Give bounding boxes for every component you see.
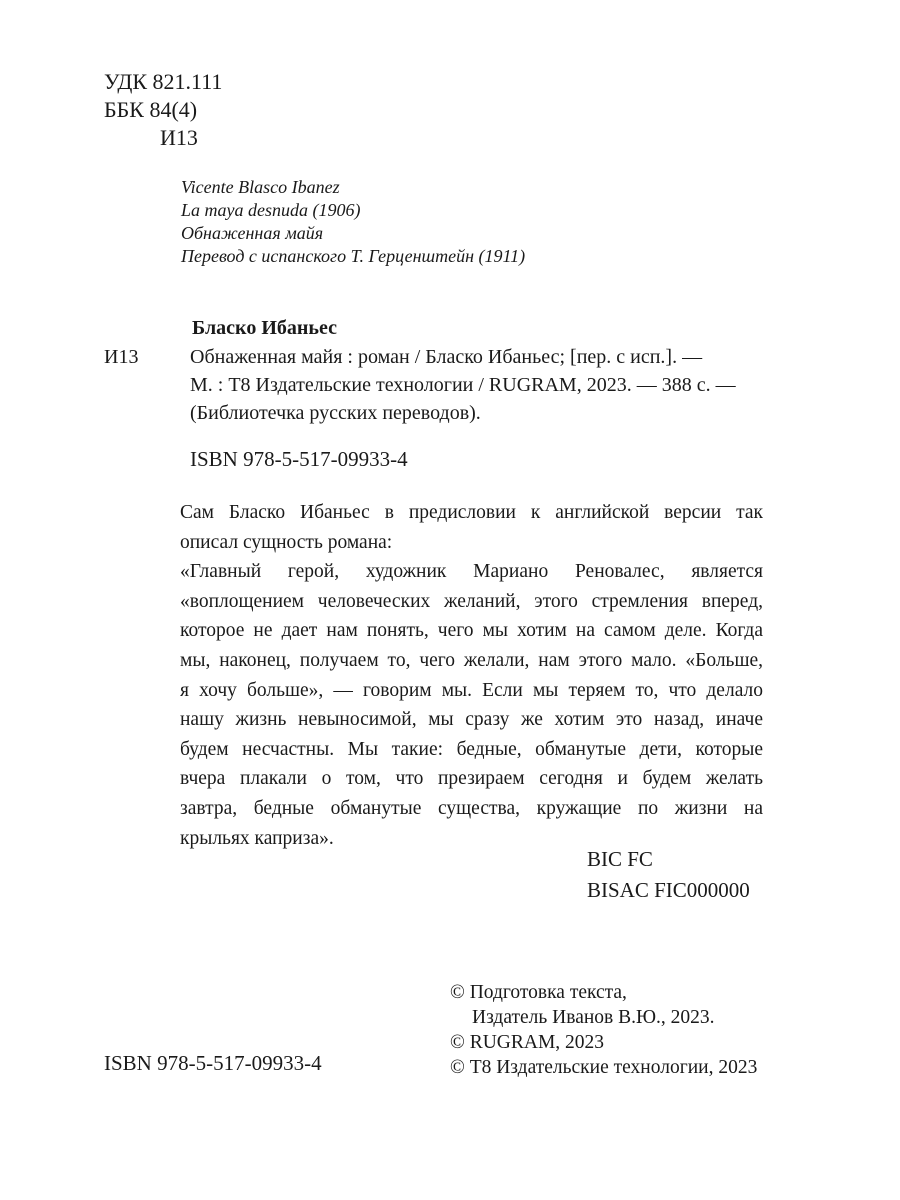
udk-code: УДК 821.111 [104, 69, 223, 94]
footer-isbn: ISBN 978-5-517-09933-4 [104, 1051, 322, 1075]
annotation-line: крыльях каприза». [180, 827, 334, 849]
bbk-code: ББК 84(4) [104, 97, 198, 122]
annotation-line: которое не дает нам понять, чего мы хотим на самом деле. Когда [180, 620, 763, 642]
russian-title: Обнаженная майя [181, 223, 324, 243]
annotation-line: «Главный герой, художник Мариано Реновалес, является [180, 561, 763, 583]
annotation-line: я хочу больше», — говорим мы. Если мы теряем то, что делало [180, 679, 763, 701]
annotation-line: будем несчастны. Мы такие: бедные, обманутые дети, которые [180, 738, 763, 760]
entry-line-2: М. : Т8 Издательские технологии / RUGRAM, 2023. — 388 с. — [190, 374, 736, 396]
annotation-line: «воплощением человеческих желаний, этого стремления вперед, [180, 590, 763, 612]
entry-author: Бласко Ибаньес [192, 317, 337, 339]
original-title: La maya desnuda (1906) [181, 200, 361, 220]
annotation-line: нашу жизнь невыносимой, мы сразу же хотим это назад, иначе [180, 709, 763, 731]
annotation-line: Сам Бласко Ибаньес в предисловии к английской версии так [180, 502, 763, 523]
entry-author-mark: И13 [104, 346, 139, 368]
translation-note: Перевод с испанского Т. Герценштейн (1911) [181, 246, 526, 266]
entry-line-1: Обнаженная майя : роман / Бласко Ибаньес; [пер. с исп.]. — [190, 346, 703, 368]
annotation-line: мы, наконец, получаем то, чего желали, нам этого мало. «Больше, [180, 649, 763, 671]
annotation [180, 498, 763, 853]
copyright-line: © Подготовка текста, [450, 982, 627, 1003]
entry-line-3: (Библиотечка русских переводов). [190, 402, 481, 424]
annotation-line: завтра, бедные обманутые существа, кружащие по жизни на [180, 797, 763, 819]
annotation-line: вчера плакали о том, что презираем сегодня и будем желать [180, 768, 763, 790]
bisac-code: BISAC FIC000000 [587, 878, 750, 902]
copyright-line: © RUGRAM, 2023 [450, 1032, 605, 1053]
copyright-line: Издатель Иванов В.Ю., 2023. [472, 1007, 715, 1028]
author-mark: И13 [160, 125, 198, 150]
original-author: Vicente Blasco Ibanez [181, 177, 340, 197]
annotation-line: описал сущность романа: [180, 531, 393, 553]
bic-code: BIC FC [587, 847, 653, 871]
entry-isbn: ISBN 978-5-517-09933-4 [190, 447, 408, 471]
copyright-line: © Т8 Издательские технологии, 2023 [450, 1057, 758, 1078]
